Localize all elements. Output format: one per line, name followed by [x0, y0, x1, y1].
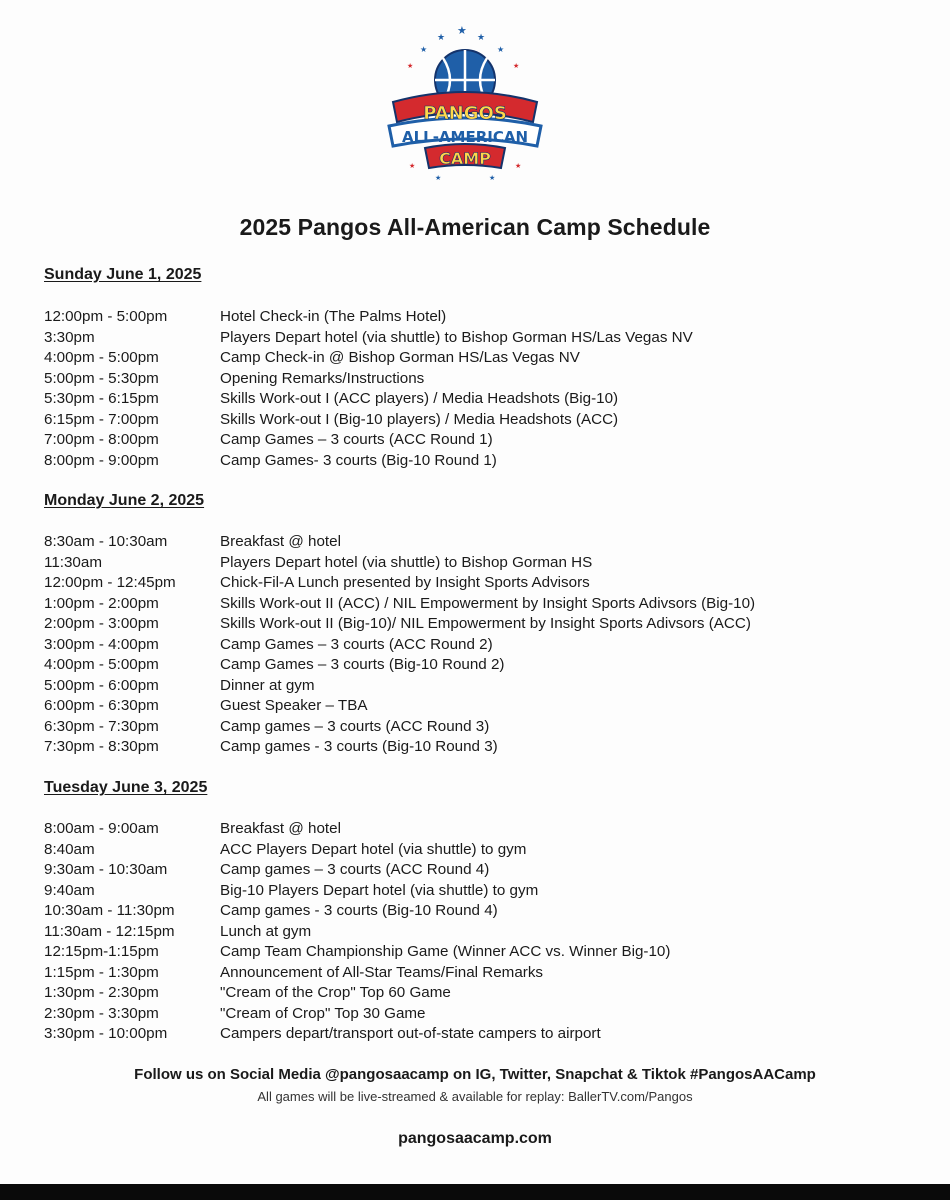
- svg-text:★: ★: [515, 162, 522, 170]
- schedule-list-sunday: [44, 307, 924, 471]
- activity: Skills Work-out II (ACC) / NIL Empowerment by Insight Sports Adivsors (Big-10): [220, 594, 756, 612]
- schedule-row: [44, 307, 924, 328]
- activity: Announcement of All-Star Teams/Final Remarks: [220, 963, 544, 981]
- schedule-row: [44, 983, 924, 1004]
- activity: Skills Work-out II (Big-10)/ NIL Empowerment by Insight Sports Adivsors (ACC): [220, 615, 751, 632]
- schedule-row: [44, 369, 924, 390]
- time-slot: 9:30am - 10:30am: [44, 861, 168, 878]
- activity: Camp Games- 3 courts (Big-10 Round 1): [220, 451, 497, 469]
- social-media-line: Follow us on Social Media @pangosaacamp on IG, Twitter, Snapchat & Tiktok #PangosAACamp: [134, 1066, 816, 1083]
- time-slot: 11:30am: [44, 553, 102, 571]
- time-slot: 5:00pm - 5:30pm: [44, 369, 159, 387]
- activity: Camp Games – 3 courts (ACC Round 2): [220, 635, 493, 653]
- schedule-row: [44, 553, 924, 574]
- time-slot: 8:00am - 9:00am: [44, 820, 159, 837]
- schedule-row: [44, 881, 924, 902]
- activity: Chick-Fil-A Lunch presented by Insight Sports Advisors: [220, 574, 590, 591]
- schedule-row: [44, 819, 924, 840]
- time-slot: 11:30am - 12:15pm: [44, 922, 175, 940]
- schedule-row: [44, 1024, 924, 1045]
- time-slot: 6:00pm - 6:30pm: [44, 697, 159, 714]
- activity: Dinner at gym: [220, 676, 315, 694]
- schedule-row: [44, 942, 924, 963]
- activity: Big-10 Players Depart hotel (via shuttle) to gym: [220, 881, 539, 899]
- time-slot: 6:15pm - 7:00pm: [44, 410, 159, 428]
- logo-line-1: PANGOS: [423, 103, 507, 124]
- schedule-list-monday: [44, 532, 924, 758]
- schedule-row: [44, 430, 924, 451]
- activity: Hotel Check-in (The Palms Hotel): [220, 308, 447, 325]
- schedule-row: [44, 840, 924, 861]
- schedule-row: [44, 348, 924, 369]
- time-slot: 8:00pm - 9:00pm: [44, 451, 159, 469]
- schedule-row: [44, 410, 924, 431]
- time-slot: 2:00pm - 3:00pm: [44, 615, 159, 632]
- bottom-edge-bar: [0, 1184, 950, 1200]
- time-slot: 10:30am - 11:30pm: [44, 902, 175, 919]
- time-slot: 7:30pm - 8:30pm: [44, 738, 159, 755]
- time-slot: 8:40am: [44, 840, 95, 858]
- activity: Campers depart/transport out-of-state campers to airport: [220, 1025, 601, 1042]
- logo-line-3: CAMP: [439, 149, 491, 168]
- activity: Camp Games – 3 courts (ACC Round 1): [220, 431, 493, 448]
- schedule-row: [44, 922, 924, 943]
- activity: Breakfast @ hotel: [220, 533, 341, 550]
- activity: Camp games – 3 courts (ACC Round 3): [220, 717, 490, 735]
- activity: Camp games - 3 courts (Big-10 Round 3): [220, 738, 498, 755]
- activity: Guest Speaker – TBA: [220, 697, 368, 714]
- time-slot: 2:30pm - 3:30pm: [44, 1004, 159, 1022]
- activity: Players Depart hotel (via shuttle) to Bishop Gorman HS: [220, 553, 593, 571]
- schedule-list-tuesday: [44, 819, 924, 1045]
- time-slot: 12:00pm - 5:00pm: [44, 308, 168, 325]
- schedule-row: [44, 901, 924, 922]
- schedule-row: [44, 963, 924, 984]
- activity: "Cream of Crop" Top 30 Game: [220, 1004, 426, 1022]
- logo-line-2: ALL-AMERICAN: [401, 128, 529, 146]
- time-slot: 12:00pm - 12:45pm: [44, 574, 176, 591]
- pangos-camp-logo: [385, 22, 545, 184]
- time-slot: 6:30pm - 7:30pm: [44, 717, 159, 735]
- time-slot: 3:00pm - 4:00pm: [44, 635, 159, 653]
- svg-text:★: ★: [409, 162, 416, 170]
- time-slot: 5:30pm - 6:15pm: [44, 390, 159, 407]
- schedule-row: [44, 860, 924, 881]
- livestream-note: All games will be live-streamed & available for replay: BallerTV.com/Pangos: [257, 1089, 693, 1104]
- schedule-row: [44, 614, 924, 635]
- svg-text:★: ★: [497, 45, 505, 54]
- svg-text:★: ★: [477, 33, 486, 43]
- time-slot: 9:40am: [44, 881, 95, 899]
- day-heading-tuesday: Tuesday June 3, 2025: [44, 779, 208, 796]
- schedule-row: [44, 676, 924, 697]
- svg-text:★: ★: [435, 174, 442, 182]
- svg-text:★: ★: [489, 174, 496, 182]
- activity: Opening Remarks/Instructions: [220, 369, 425, 387]
- schedule-row: [44, 451, 924, 472]
- time-slot: 7:00pm - 8:00pm: [44, 431, 159, 448]
- activity: Lunch at gym: [220, 922, 312, 940]
- day-heading-monday: Monday June 2, 2025: [44, 492, 205, 509]
- svg-text:★: ★: [457, 24, 467, 37]
- time-slot: 3:30pm: [44, 328, 95, 346]
- activity: Camp Check-in @ Bishop Gorman HS/Las Vegas NV: [220, 349, 580, 366]
- time-slot: 1:30pm - 2:30pm: [44, 984, 159, 1001]
- activity: "Cream of the Crop" Top 60 Game: [220, 984, 451, 1001]
- time-slot: 8:30am - 10:30am: [44, 533, 168, 550]
- activity: Camp Games – 3 courts (Big-10 Round 2): [220, 656, 505, 673]
- schedule-row: [44, 717, 924, 738]
- time-slot: 5:00pm - 6:00pm: [44, 676, 159, 694]
- schedule-row: [44, 1004, 924, 1025]
- svg-text:★: ★: [437, 33, 446, 43]
- time-slot: 12:15pm-1:15pm: [44, 943, 159, 960]
- activity: Camp games - 3 courts (Big-10 Round 4): [220, 902, 498, 919]
- time-slot: 4:00pm - 5:00pm: [44, 656, 159, 673]
- day-heading-sunday: Sunday June 1, 2025: [44, 266, 202, 283]
- activity: ACC Players Depart hotel (via shuttle) to gym: [220, 840, 527, 858]
- svg-text:★: ★: [420, 45, 428, 54]
- time-slot: 1:00pm - 2:00pm: [44, 594, 159, 612]
- time-slot: 1:15pm - 1:30pm: [44, 963, 159, 981]
- svg-text:★: ★: [407, 62, 414, 70]
- schedule-row: [44, 635, 924, 656]
- page-title: 2025 Pangos All-American Camp Schedule: [239, 214, 711, 240]
- schedule-row: [44, 737, 924, 758]
- svg-text:★: ★: [513, 62, 520, 70]
- activity: Players Depart hotel (via shuttle) to Bishop Gorman HS/Las Vegas NV: [220, 328, 693, 346]
- schedule-row: [44, 655, 924, 676]
- activity: Camp Team Championship Game (Winner ACC vs. Winner Big-10): [220, 943, 671, 960]
- schedule-row: [44, 389, 924, 410]
- schedule-row: [44, 573, 924, 594]
- schedule-row: [44, 594, 924, 615]
- activity: Breakfast @ hotel: [220, 820, 341, 837]
- website-link[interactable]: pangosaacamp.com: [398, 1130, 552, 1147]
- schedule-row: [44, 532, 924, 553]
- activity: Camp games – 3 courts (ACC Round 4): [220, 861, 490, 878]
- schedule-row: [44, 696, 924, 717]
- activity: Skills Work-out I (Big-10 players) / Media Headshots (ACC): [220, 410, 619, 428]
- time-slot: 4:00pm - 5:00pm: [44, 349, 159, 366]
- activity: Skills Work-out I (ACC players) / Media Headshots (Big-10): [220, 390, 619, 407]
- schedule-row: [44, 328, 924, 349]
- time-slot: 3:30pm - 10:00pm: [44, 1025, 168, 1042]
